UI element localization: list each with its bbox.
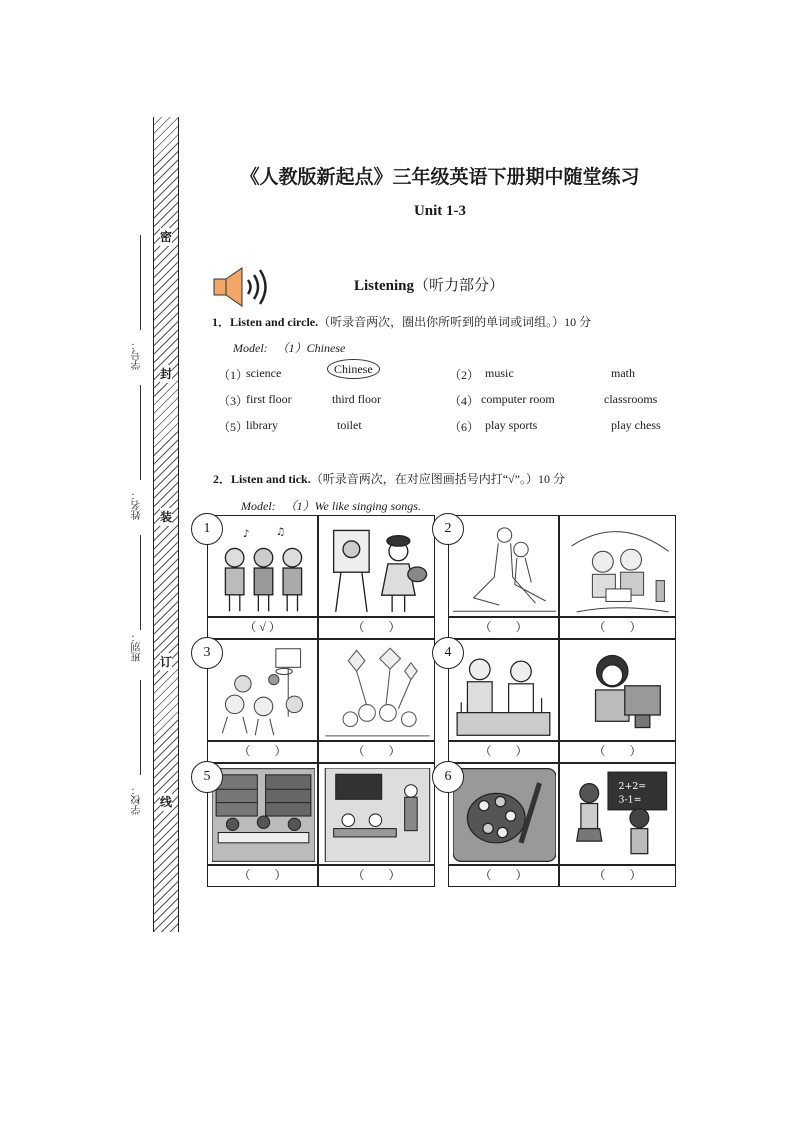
name-label: 姓名： bbox=[132, 490, 143, 520]
answer-bracket[interactable]: （ ） bbox=[559, 617, 676, 639]
option-word: first floor bbox=[246, 392, 292, 406]
option-word: classrooms bbox=[604, 392, 658, 406]
model-text: （1）Chinese bbox=[276, 341, 346, 355]
q2-title: Listen and tick. bbox=[231, 472, 311, 486]
model-text: （1）We like singing songs. bbox=[284, 499, 421, 513]
model-label: Model: bbox=[241, 499, 276, 513]
blank-line bbox=[140, 385, 141, 480]
option-word: library bbox=[246, 418, 278, 432]
group-number: 2 bbox=[432, 513, 464, 545]
group-number: 4 bbox=[432, 637, 464, 669]
children-singing-picture bbox=[207, 515, 318, 617]
blank-line bbox=[140, 235, 141, 330]
answer-bracket[interactable]: （ ） bbox=[318, 741, 435, 763]
blank-line bbox=[140, 535, 141, 630]
answer-bracket[interactable]: （ ） bbox=[448, 741, 559, 763]
group-number: 1 bbox=[191, 513, 223, 545]
answer-bracket[interactable]: （ ） bbox=[318, 617, 435, 639]
boy-computer-picture bbox=[559, 639, 676, 741]
q1-instruction: （听录音两次，圈出你所听到的单词或词组。）10 分 bbox=[318, 315, 592, 329]
q1-model bbox=[233, 339, 345, 356]
q1-title: Listen and circle. bbox=[230, 315, 319, 329]
answer-bracket[interactable]: （ ） bbox=[559, 741, 676, 763]
item-number: （6） bbox=[449, 420, 480, 434]
art-palette-picture bbox=[448, 763, 559, 865]
picture-grid bbox=[203, 515, 685, 887]
item-number: （5） bbox=[218, 420, 249, 434]
seal-char: 线 bbox=[160, 795, 173, 809]
class-label: 班别： bbox=[132, 632, 143, 662]
answer-bracket[interactable]: （ ） bbox=[448, 617, 559, 639]
svg-text:2+2=: 2+2= bbox=[618, 780, 647, 792]
kids-kites-picture bbox=[318, 639, 435, 741]
seal-char: 封 bbox=[160, 367, 173, 381]
item-number: （3） bbox=[218, 394, 249, 408]
answer-bracket[interactable]: （ ） bbox=[559, 865, 676, 887]
school-label: 学校： bbox=[132, 785, 143, 815]
option-word: play chess bbox=[611, 418, 661, 432]
question-1 bbox=[212, 313, 591, 330]
item-number: （4） bbox=[449, 394, 480, 408]
svg-text:3-1=: 3-1= bbox=[618, 794, 642, 806]
answer-bracket[interactable]: （ √ ） bbox=[207, 617, 318, 639]
speaker-icon bbox=[212, 266, 274, 308]
answer-bracket[interactable]: （ ） bbox=[207, 741, 318, 763]
unit-subtitle: Unit 1-3 bbox=[413, 203, 467, 219]
q1-row bbox=[218, 366, 248, 383]
group-number: 5 bbox=[191, 761, 223, 793]
q2-instruction: （听录音两次，在对应图画括号内打“√”。）10 分 bbox=[310, 472, 565, 486]
option-word: music bbox=[485, 366, 514, 380]
option-word: math bbox=[611, 366, 635, 380]
seal-char: 订 bbox=[160, 655, 173, 669]
option-word: computer room bbox=[481, 392, 555, 406]
girl-painting-picture bbox=[318, 515, 435, 617]
model-label: Model: bbox=[233, 341, 268, 355]
girls-sitting-picture bbox=[448, 515, 559, 617]
page-title: 《人教版新起点》三年级英语下册期中随堂练习 bbox=[240, 166, 640, 188]
kids-reading-picture bbox=[559, 515, 676, 617]
option-word: third floor bbox=[332, 392, 381, 406]
option-word: science bbox=[246, 366, 282, 380]
blank-line bbox=[140, 680, 141, 775]
seal-char: 装 bbox=[160, 510, 173, 524]
q1-number: 1． bbox=[212, 315, 231, 329]
group-number: 3 bbox=[191, 637, 223, 669]
listening-title-cn: （听力部分） bbox=[414, 278, 505, 294]
answer-bracket[interactable]: （ ） bbox=[318, 865, 435, 887]
option-word-circled bbox=[327, 362, 380, 377]
answer-bracket[interactable]: （ ） bbox=[207, 865, 318, 887]
kids-basketball-picture bbox=[207, 639, 318, 741]
science-lab-picture bbox=[448, 639, 559, 741]
listening-heading bbox=[354, 274, 504, 295]
item-number: （2） bbox=[449, 368, 480, 382]
math-blackboard-picture bbox=[559, 763, 676, 865]
option-word: toilet bbox=[337, 418, 362, 432]
group-number: 6 bbox=[432, 761, 464, 793]
circled-answer: Chinese bbox=[327, 359, 380, 379]
classroom-picture bbox=[318, 763, 435, 865]
seal-char: 密 bbox=[160, 230, 173, 244]
library-picture bbox=[207, 763, 318, 865]
student-number-label: 学号： bbox=[132, 340, 143, 370]
answer-bracket[interactable]: （ ） bbox=[448, 865, 559, 887]
listening-title: Listening bbox=[354, 278, 415, 294]
svg-text:♫: ♫ bbox=[275, 526, 286, 539]
svg-text:♪: ♪ bbox=[242, 528, 250, 541]
q2-number: 2． bbox=[213, 472, 232, 486]
item-number: （1） bbox=[218, 368, 249, 382]
q2-model bbox=[241, 497, 421, 514]
question-2 bbox=[213, 470, 565, 487]
option-word: play sports bbox=[485, 418, 538, 432]
